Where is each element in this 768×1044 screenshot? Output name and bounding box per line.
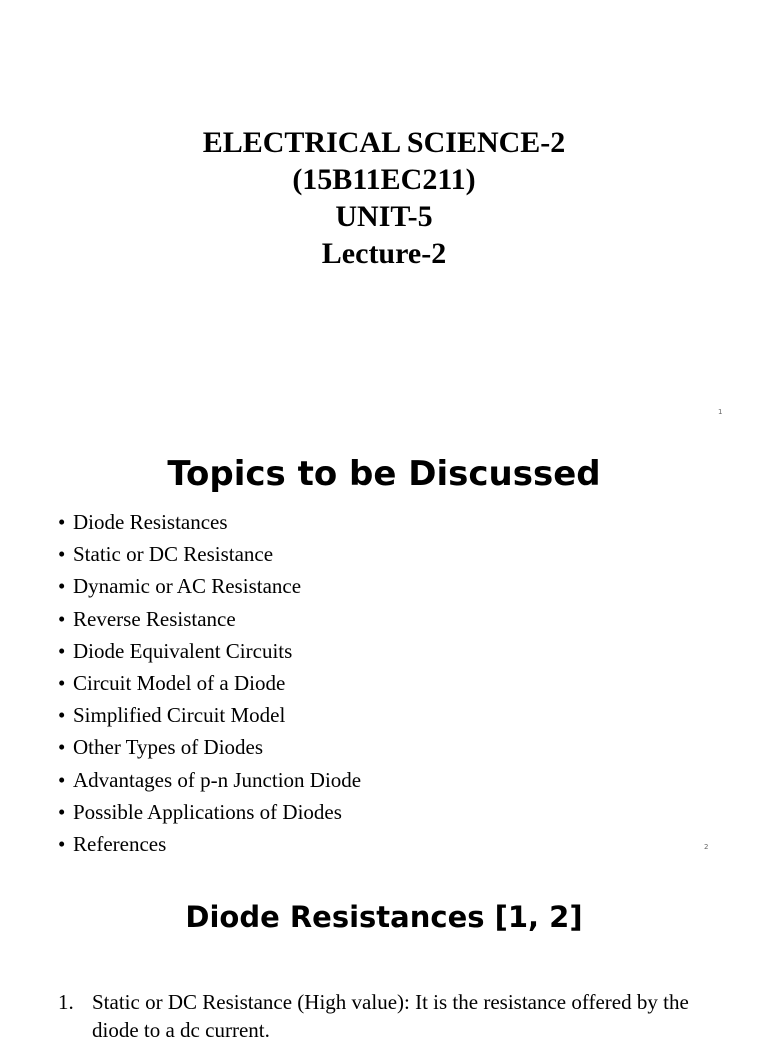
numbered-item xyxy=(58,988,748,1044)
bullet-icon: • xyxy=(58,606,66,631)
bullet-icon: • xyxy=(58,799,66,824)
slide-title: Diode Resistances [1, 2] xyxy=(185,900,583,934)
bullet-icon: • xyxy=(58,767,66,792)
list-item: • Dynamic or AC Resistance xyxy=(58,574,302,599)
bullet-icon: • xyxy=(58,542,66,567)
bullet-icon: • xyxy=(58,510,66,534)
list-item: • Circuit Model of a Diode xyxy=(58,670,286,695)
list-item: • Possible Applications of Diodes xyxy=(58,799,342,824)
page-number: 2 xyxy=(704,843,709,851)
slide-title: Topics to be Discussed xyxy=(167,454,601,494)
list-item: • References xyxy=(58,831,167,856)
bullet-icon: • xyxy=(58,735,66,760)
title-line-code: (15B11EC211) xyxy=(292,163,476,196)
list-item: • Other Types of Diodes xyxy=(58,735,264,760)
item-text: Static or DC Resistance (High value): It is the resistance offered by the xyxy=(92,990,689,1014)
list-item: • Static or DC Resistance xyxy=(58,542,274,567)
slide-3 xyxy=(0,860,768,1042)
title-line-unit: UNIT-5 xyxy=(335,200,433,233)
bullet-icon: • xyxy=(58,831,66,856)
bullet-icon: • xyxy=(58,574,66,599)
list-item: • Diode Equivalent Circuits xyxy=(58,638,293,663)
slide-1 xyxy=(0,0,768,430)
list-item: • Diode Resistances xyxy=(58,510,228,534)
list-item: • Reverse Resistance xyxy=(58,606,236,631)
topics-list xyxy=(58,508,361,862)
item-number: 1. xyxy=(58,990,74,1014)
slide-2 xyxy=(0,430,768,860)
page-number: 1 xyxy=(718,408,723,416)
list-item: • Simplified Circuit Model xyxy=(58,703,286,728)
bullet-icon: • xyxy=(58,670,66,695)
bullet-icon: • xyxy=(58,703,66,728)
title-line-lecture: Lecture-2 xyxy=(321,237,447,270)
item-text-continuation: diode to a dc current. xyxy=(92,1018,270,1042)
lecture-title xyxy=(0,124,768,272)
list-item: • Advantages of p-n Junction Diode xyxy=(58,767,362,792)
title-line-course: ELECTRICAL SCIENCE-2 xyxy=(202,126,566,159)
bullet-icon: • xyxy=(58,638,66,663)
